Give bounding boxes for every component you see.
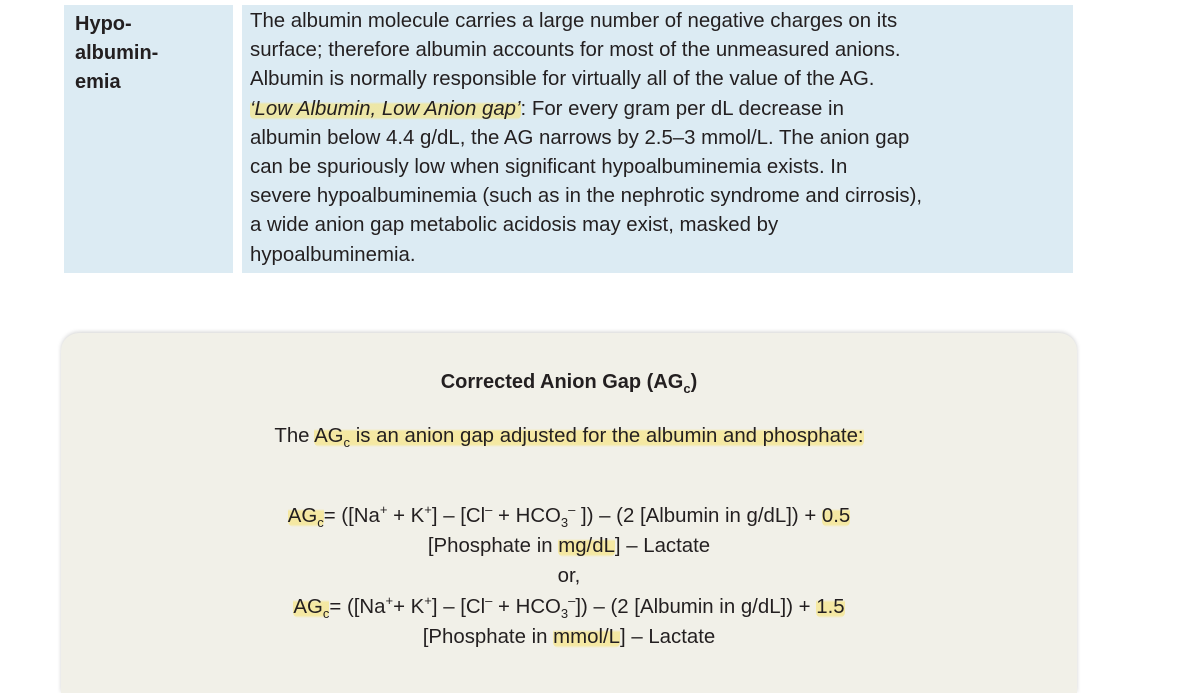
italic-phrase: ‘Low Albumin, Low Anion gap’	[250, 97, 521, 120]
equation-mmol-l	[61, 592, 1077, 652]
table-row	[64, 5, 1073, 273]
equation-line: [Phosphate in mmol/L] – Lactate	[422, 626, 716, 648]
description-line: albumin below 4.4 g/dL, the AG narrows by 2.5–3 mmol/L. The anion gap	[250, 126, 910, 149]
description-cell	[242, 5, 1073, 273]
description-line: Albumin is normally responsible for virtually all of the value of the AG.	[250, 68, 875, 91]
equation-line: [Phosphate in mg/dL] – Lactate	[427, 535, 711, 557]
description-line: hypoalbuminemia.	[250, 243, 416, 266]
equation-line: $AG_c= ([Na^+ + K^+] - [Cl^- + HCO_3^-$ ]) – (2 [Albumin in g/dL]) + 0.5	[287, 502, 851, 531]
description-line: ‘Low Albumin, Low Anion gap’: For every gram per dL decrease in	[250, 97, 844, 120]
description-line: can be spuriously low when significant hypoalbuminemia exists. In	[250, 156, 848, 179]
description-line: The albumin molecule carries a large number of negative charges on its	[250, 10, 898, 32]
corrected-anion-gap-box	[61, 333, 1077, 693]
equation-line: $AG_c= ([Na^++ K^+] - [Cl^- + HCO_3^-]) - (2$ [Albumin in g/dL]) + 1.5	[293, 593, 845, 622]
box-title: Corrected Anion Gap $(AG_c)$	[440, 371, 698, 396]
description-text	[250, 7, 1070, 270]
description-line: surface; therefore albumin accounts for most of the unmeasured anions.	[250, 39, 901, 62]
box-intro: The $AG_c$ is an anion gap adjusted for the albumin and phosphate:	[274, 425, 864, 451]
term-label: Hypo- albumin- emia	[75, 13, 159, 93]
description-line: severe hypoalbuminemia (such as in the nephrotic syndrome and cirrosis),	[250, 185, 923, 208]
equation-mg-dl	[61, 501, 1077, 591]
description-line: a wide anion gap metabolic acidosis may exist, masked by	[250, 214, 779, 237]
term-cell	[64, 5, 233, 273]
or-separator: or,	[557, 565, 581, 587]
